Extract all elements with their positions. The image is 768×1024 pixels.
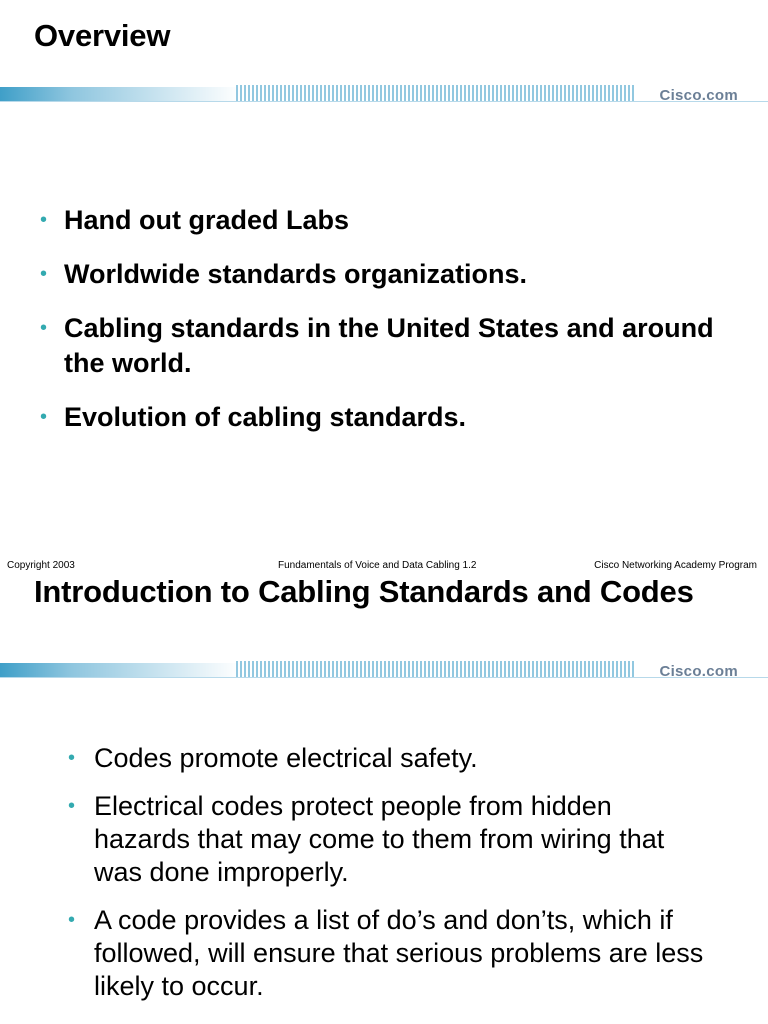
list-item	[40, 203, 740, 238]
footer-program: Cisco Networking Academy Program	[594, 560, 757, 571]
slide-title: Introduction to Cabling Standards and Codes	[34, 574, 694, 609]
bullet-dot-icon: •	[40, 209, 48, 231]
stripe-graphic	[0, 84, 768, 104]
bullet-dot-icon: •	[68, 795, 76, 817]
cisco-logo-text: Cisco.com	[659, 663, 738, 680]
list-item	[68, 742, 708, 775]
header-stripe-bar	[0, 660, 768, 680]
bullet-dot-icon: •	[40, 263, 48, 285]
bullet-text: Electrical codes protect people from hidden hazards that may come to them from wiring that was done improperly.	[94, 791, 665, 887]
stripe-graphic	[0, 660, 768, 680]
bullet-list	[68, 742, 708, 1018]
bullet-dot-icon: •	[40, 317, 48, 339]
bullet-dot-icon: •	[68, 747, 76, 769]
list-item	[40, 400, 740, 435]
list-item	[40, 257, 740, 292]
list-item	[68, 790, 708, 889]
cisco-logo-text: Cisco.com	[659, 87, 738, 104]
bullet-dot-icon: •	[68, 909, 76, 931]
slide-footer	[0, 560, 768, 574]
bullet-text: Evolution of cabling standards.	[64, 402, 467, 432]
bullet-text: A code provides a list of do’s and don’ts, which if followed, will ensure that serious problems are less likely to occur.	[94, 905, 704, 1001]
footer-copyright: Copyright 2003	[7, 560, 75, 571]
bullet-dot-icon: •	[40, 406, 48, 428]
bullet-text: Worldwide standards organizations.	[64, 259, 528, 289]
header-stripe-bar	[0, 84, 768, 104]
bullet-text: Cabling standards in the United States and around the world.	[64, 313, 714, 378]
list-item	[40, 311, 740, 381]
slide-introduction	[0, 556, 768, 1024]
bullet-list	[40, 203, 740, 454]
slide-title: Overview	[34, 18, 171, 53]
list-item	[68, 904, 708, 1003]
footer-course: Fundamentals of Voice and Data Cabling 1.2	[278, 560, 477, 571]
bullet-text: Codes promote electrical safety.	[94, 743, 478, 773]
bullet-text: Hand out graded Labs	[64, 205, 350, 235]
